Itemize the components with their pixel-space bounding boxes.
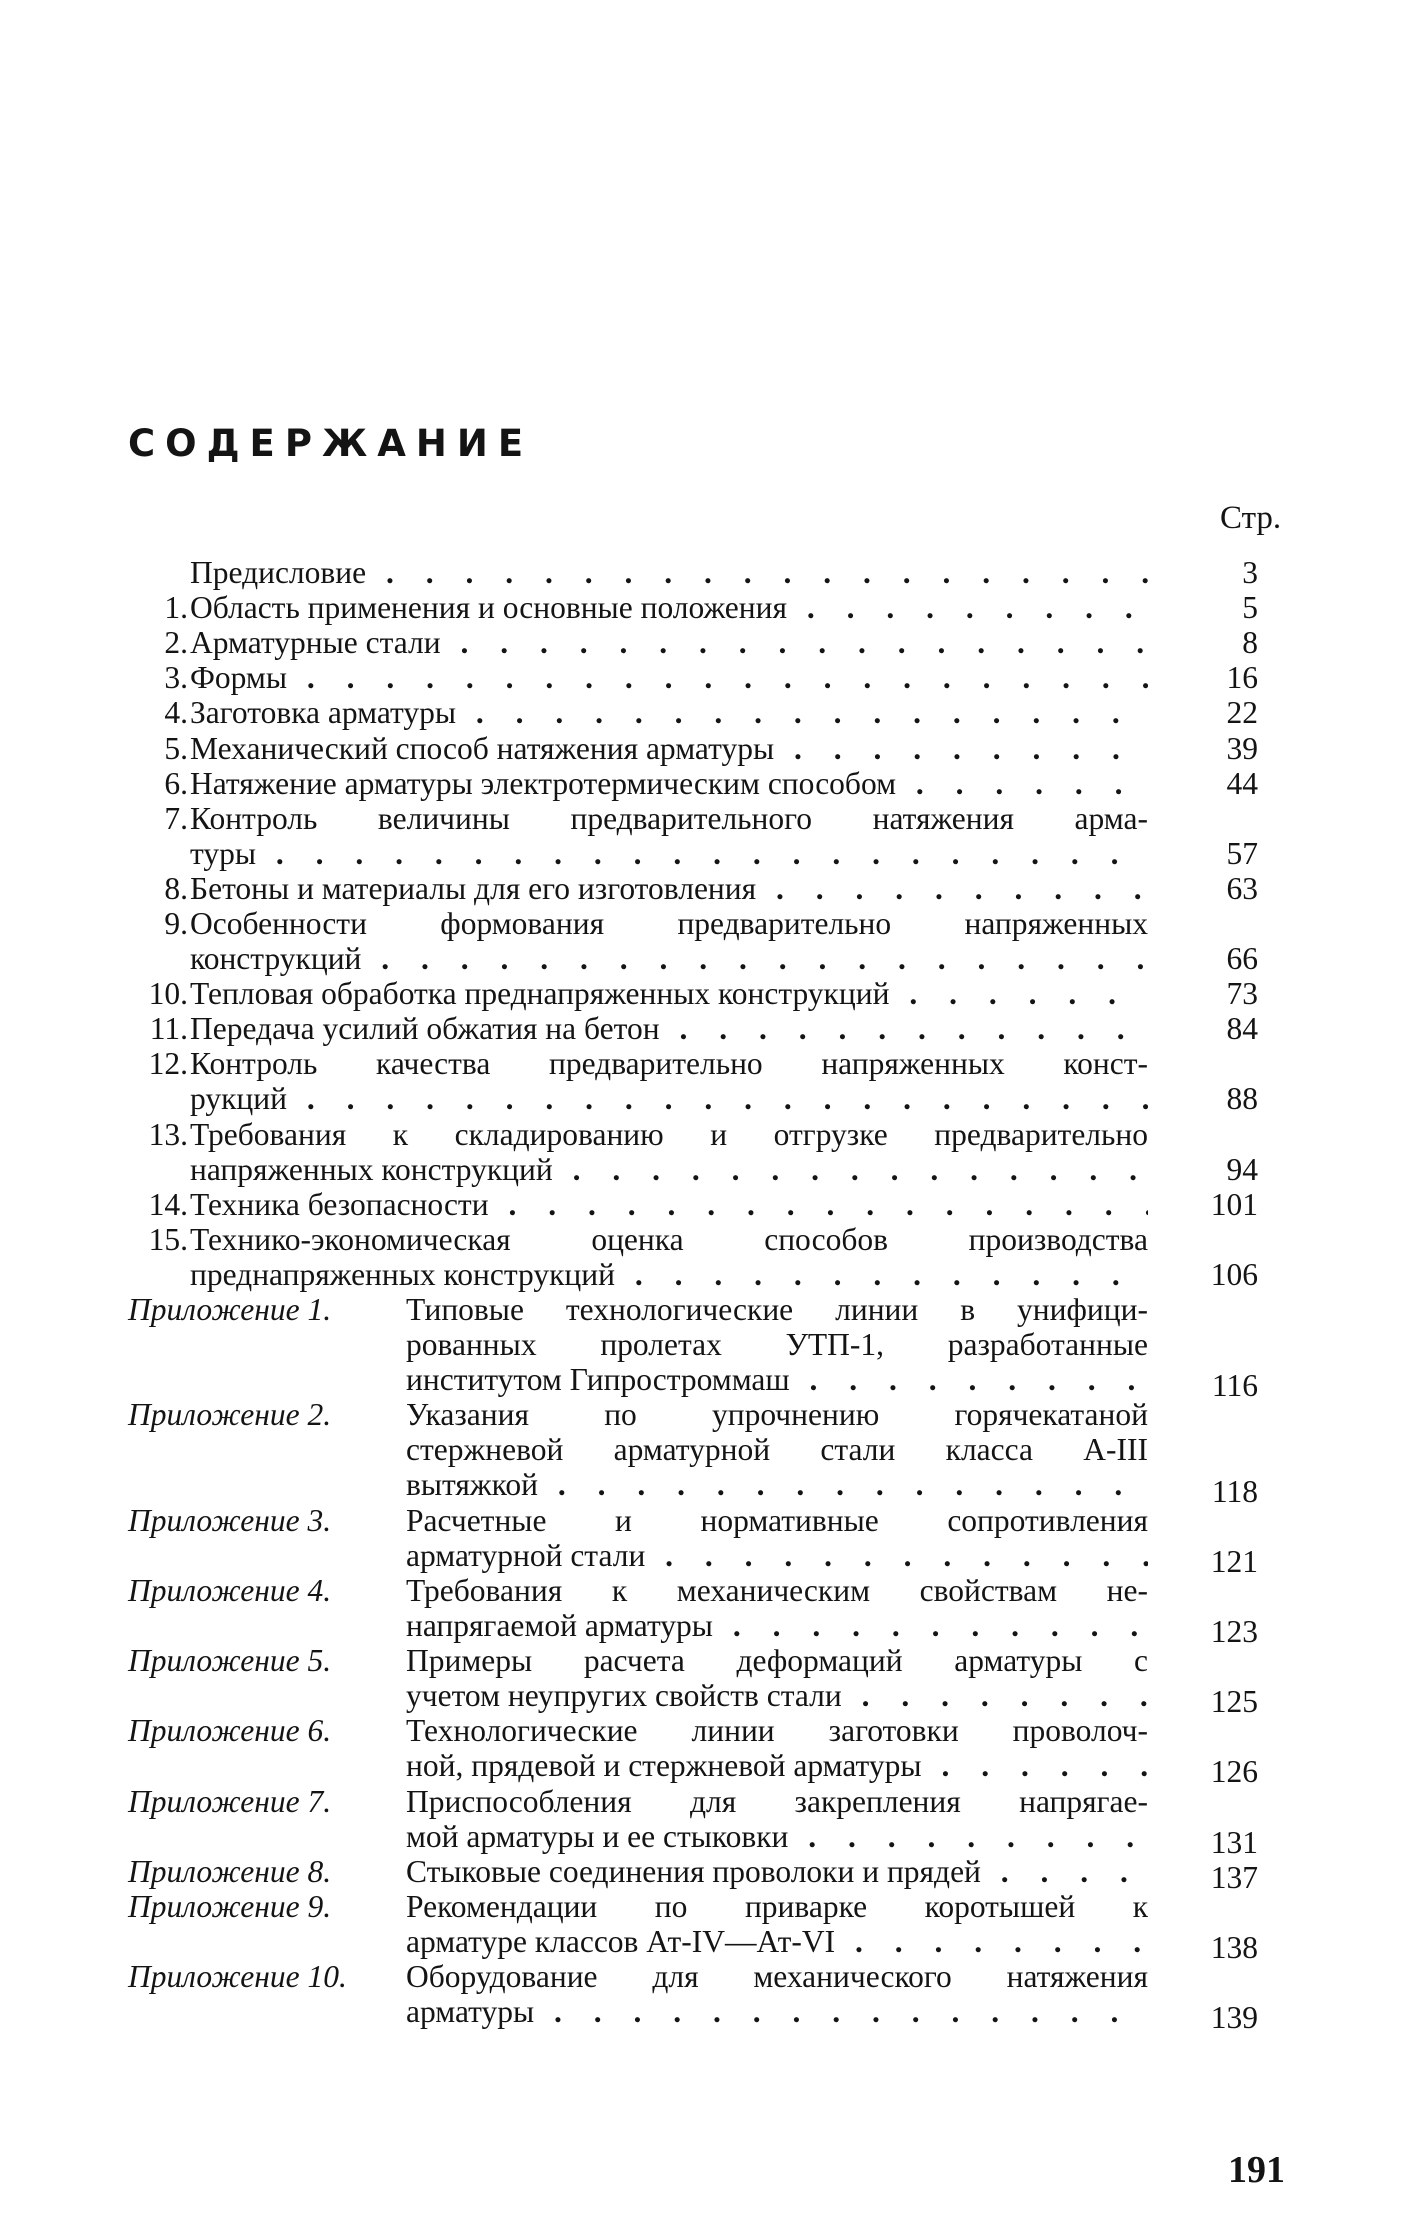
entry-page: 44 (1226, 765, 1258, 801)
entry-number: 12. (148, 1046, 188, 1082)
entry-title-line: Натяжение арматуры электротермическим способом . . . (190, 766, 1148, 801)
entry-title-line: Заготовка арматуры . . . (190, 695, 1148, 730)
appendix-page: 118 (1211, 1473, 1258, 1509)
entry-title (190, 871, 1148, 906)
appendix-label (128, 1784, 398, 1819)
toc-entry (128, 801, 1258, 871)
entry-number: 7. (164, 800, 188, 836)
appendix-title (406, 1854, 1148, 1889)
appendix-title-line: Рекомендации по приварке коротышей к (406, 1888, 1148, 1924)
appendix-title-line: Типовые технологические линии в унифици- (406, 1292, 1148, 1328)
appendix-label (128, 1854, 398, 1889)
appendix-title (406, 1959, 1148, 2029)
entry-title (190, 590, 1148, 625)
entry-number: 13. (148, 1116, 188, 1152)
entry-title-line: Формы . . . (190, 660, 1148, 695)
toc-entry (128, 555, 1258, 590)
appendix-page: 139 (1210, 2000, 1258, 2036)
appendix-number: 7. (307, 1783, 332, 1819)
appendix-title-line: Приспособления для закрепления напрягае- (406, 1783, 1148, 1819)
entry-title-line: Технико-экономическая оценка способов производства (190, 1221, 1148, 1257)
entry-title-line: туры . . . (190, 836, 1148, 871)
appendix-title-line: арматуры . . . (406, 1994, 1148, 2029)
entry-page: 101 (1210, 1186, 1258, 1222)
entry-page: 57 (1226, 835, 1258, 871)
entry-title-line: Предисловие . . . (190, 555, 1148, 590)
appendix-title (406, 1573, 1148, 1643)
entry-page: 22 (1226, 695, 1258, 731)
appendix-title-line: Технологические линии заготовки проволоч- (406, 1713, 1148, 1749)
entry-page: 3 (1242, 555, 1258, 590)
appendix-number: 5. (307, 1643, 332, 1679)
entry-title (190, 906, 1148, 976)
entry-number: 2. (164, 625, 188, 661)
entry-title (190, 801, 1148, 871)
appendix-label (128, 1959, 398, 1994)
appendix-number: 10. (307, 1959, 347, 1994)
appendix-word: Приложение (128, 1853, 300, 1889)
appendix-entry (128, 1397, 1258, 1509)
appendix-word: Приложение (128, 1292, 300, 1328)
entry-page: 84 (1226, 1011, 1258, 1047)
appendix-title-line: Указания по упрочнению горячекатаной (406, 1397, 1148, 1433)
entry-title-line: напряженных конструкций . . . (190, 1152, 1148, 1187)
appendix-title-line: арматуре классов Ат-IV—Ат-VI . . . (406, 1924, 1148, 1959)
entry-number: 14. (148, 1186, 188, 1222)
appendix-title (406, 1889, 1148, 1959)
entry-title-line: Контроль качества предварительно напряженных конст- (190, 1046, 1148, 1082)
entry-title (190, 555, 1148, 590)
appendix-number: 6. (307, 1713, 332, 1749)
entry-title-line: Тепловая обработка преднапряженных конструкций . . . (190, 976, 1148, 1011)
appendix-entry (128, 1713, 1258, 1790)
appendix-label (128, 1889, 398, 1924)
appendix-title-line: мой арматуры и ее стыковки . . . (406, 1819, 1148, 1854)
entry-title-line: Контроль величины предварительного натяжения арма- (190, 800, 1148, 836)
entry-number: 11. (149, 1011, 188, 1047)
appendix-title-line: ной, прядевой и стержневой арматуры . . . (406, 1748, 1148, 1783)
entry-title-line: Передача усилий обжатия на бетон . . . (190, 1011, 1148, 1046)
entry-number: 4. (164, 695, 188, 731)
entry-number: 8. (164, 870, 188, 906)
appendix-page: 121 (1210, 1543, 1258, 1579)
entry-page: 73 (1226, 976, 1258, 1012)
appendix-title-line: вытяжкой . . . (406, 1467, 1148, 1502)
entry-number: 3. (164, 660, 188, 696)
entry-title (190, 660, 1148, 695)
entry-page: 5 (1242, 590, 1258, 626)
entry-number: 1. (164, 590, 188, 626)
appendix-entry (128, 1959, 1258, 2036)
appendix-label (128, 1503, 398, 1538)
toc-entry (128, 976, 1258, 1011)
entry-number: 6. (164, 765, 188, 801)
appendix-title-line: институтом Гипростроммаш . . . (406, 1362, 1148, 1397)
toc-entry (128, 1046, 1258, 1116)
appendix-number: 9. (307, 1888, 332, 1924)
appendix-title-line: Стыковые соединения проволоки и прядей . . . (406, 1854, 1148, 1889)
entry-number: 5. (164, 730, 188, 766)
entry-title-line: Бетоны и материалы для его изготовления . . . (190, 871, 1148, 906)
appendix-word: Приложение (128, 1959, 300, 1994)
appendix-entry (128, 1502, 1258, 1579)
toc-entry (128, 1117, 1258, 1187)
appendix-page: 126 (1210, 1754, 1258, 1790)
appendix-label (128, 1643, 398, 1678)
appendix-number: 8. (307, 1853, 332, 1889)
entry-page: 63 (1226, 870, 1258, 906)
entry-title-line: конструкций . . . (190, 941, 1148, 976)
toc-entry (128, 1222, 1258, 1292)
entry-page: 88 (1226, 1081, 1258, 1117)
page-column-header: Стр. (1220, 500, 1282, 536)
appendix-title-line: Расчетные и нормативные сопротивления (406, 1502, 1148, 1538)
appendix-page: 125 (1210, 1684, 1258, 1720)
entry-title-line: Требования к складированию и отгрузке предварительно (190, 1116, 1148, 1152)
appendix-label (128, 1397, 398, 1432)
appendix-title-line: арматурной стали . . . (406, 1538, 1148, 1573)
entry-title (190, 766, 1148, 801)
entry-title (190, 1222, 1148, 1292)
appendix-title-line: Оборудование для механического натяжения (406, 1959, 1148, 1994)
appendix-word: Приложение (128, 1397, 300, 1433)
appendix-title (406, 1713, 1148, 1783)
appendix-word: Приложение (128, 1643, 300, 1679)
appendix-label (128, 1713, 398, 1748)
entry-number: 15. (148, 1221, 188, 1257)
toc-entry (128, 871, 1258, 906)
appendix-title-line: Примеры расчета деформаций арматуры с (406, 1643, 1148, 1679)
entry-page: 106 (1210, 1256, 1258, 1292)
toc-entry (128, 625, 1258, 660)
entry-title-line: Особенности формования предварительно напряженных (190, 906, 1148, 941)
toc-entry (128, 695, 1258, 730)
appendix-page: 138 (1210, 1929, 1258, 1965)
appendix-page: 116 (1211, 1368, 1258, 1404)
entry-title (190, 1187, 1148, 1222)
entry-title-line: рукций . . . (190, 1081, 1148, 1116)
appendix-label (128, 1292, 398, 1327)
entry-title (190, 625, 1148, 660)
entry-title-line: преднапряженных конструкций . . . (190, 1257, 1148, 1292)
appendix-title-line: Требования к механическим свойствам не- (406, 1572, 1148, 1608)
appendix-title (406, 1503, 1148, 1573)
appendix-word: Приложение (128, 1502, 300, 1538)
appendix-entry (128, 1888, 1258, 1965)
toc-entry (128, 766, 1258, 801)
toc-entry (128, 731, 1258, 766)
entry-title (190, 731, 1148, 766)
appendix-title (406, 1292, 1148, 1397)
page-number: 191 (1228, 2149, 1285, 2191)
appendix-entry (128, 1292, 1258, 1404)
entry-title-line: Арматурные стали . . . (190, 625, 1148, 660)
entry-page: 66 (1226, 941, 1258, 977)
contents-title: СОДЕРЖАНИЕ (128, 422, 534, 465)
appendix-word: Приложение (128, 1713, 300, 1749)
appendix-title (406, 1397, 1148, 1502)
entry-page: 39 (1226, 730, 1258, 766)
entry-title (190, 976, 1148, 1011)
appendix-number: 2. (307, 1397, 332, 1433)
entry-title-line: Техника безопасности . . . (190, 1187, 1148, 1222)
entry-title (190, 695, 1148, 730)
appendix-page: 123 (1210, 1613, 1258, 1649)
appendix-word: Приложение (128, 1888, 300, 1924)
appendix-entry (128, 1853, 1258, 1895)
appendix-entry (128, 1643, 1258, 1720)
appendix-number: 3. (307, 1502, 332, 1538)
entry-title (190, 1117, 1148, 1187)
entry-number: 10. (148, 976, 188, 1012)
appendix-page: 131 (1210, 1824, 1258, 1860)
entry-title (190, 1011, 1148, 1046)
appendix-number: 1. (307, 1292, 332, 1328)
appendix-title-line: стержневой арматурной стали класса А-III (406, 1432, 1148, 1468)
entry-title-line: Область применения и основные положения . . . (190, 590, 1148, 625)
entry-title (190, 1046, 1148, 1116)
appendix-number: 4. (307, 1572, 332, 1608)
toc-entry (128, 660, 1258, 695)
appendix-label (128, 1573, 398, 1608)
toc-entry (128, 1187, 1258, 1222)
appendix-title-line: напрягаемой арматуры . . . (406, 1608, 1148, 1643)
appendix-title-line: учетом неупругих свойств стали . . . (406, 1678, 1148, 1713)
appendix-word: Приложение (128, 1783, 300, 1819)
appendix-entry (128, 1572, 1258, 1649)
appendix-word: Приложение (128, 1572, 300, 1608)
toc-entry (128, 590, 1258, 625)
appendix-title-line: рованных пролетах УТП-1, разработанные (406, 1327, 1148, 1363)
entry-title-line: Механический способ натяжения арматуры . . . (190, 731, 1148, 766)
entry-page: 94 (1226, 1151, 1258, 1187)
entry-page: 16 (1226, 660, 1258, 696)
appendix-page: 137 (1210, 1859, 1258, 1895)
toc-entry (128, 906, 1258, 976)
toc-entry (128, 1011, 1258, 1046)
appendix-title (406, 1643, 1148, 1713)
entry-page: 8 (1242, 625, 1258, 661)
appendix-title (406, 1784, 1148, 1854)
appendix-entry (128, 1783, 1258, 1860)
entry-number: 9. (164, 906, 188, 941)
